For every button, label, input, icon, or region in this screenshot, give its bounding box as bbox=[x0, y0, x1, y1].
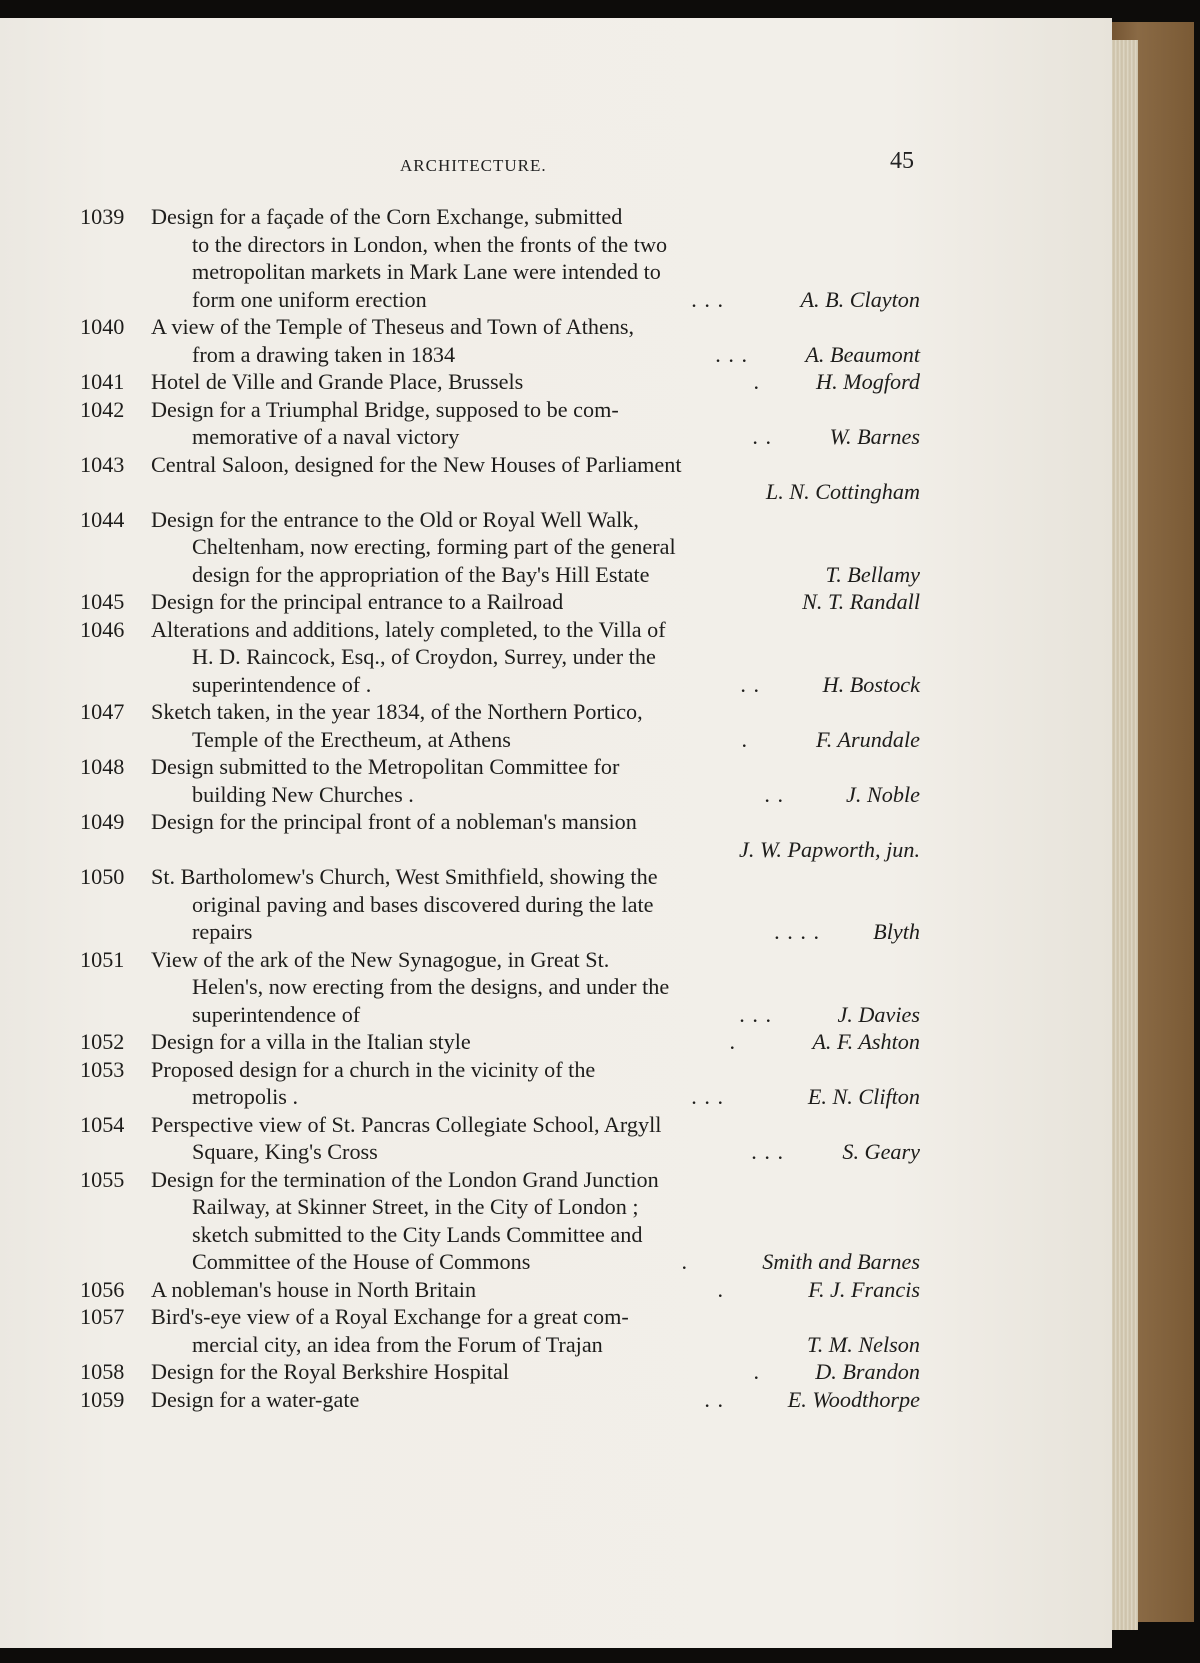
entry-title-text: metropolitan markets in Mark Lane were intended to bbox=[192, 259, 661, 284]
entry-line bbox=[80, 1386, 920, 1414]
entry-title-text: Committee of the House of Commons bbox=[192, 1249, 531, 1274]
dot-leader: . bbox=[753, 1359, 760, 1384]
dot-leader: . bbox=[729, 1029, 736, 1054]
dot-leader: . . bbox=[752, 424, 772, 449]
entry-title-text: Design for a façade of the Corn Exchange, submitted bbox=[151, 204, 623, 229]
dot-leader: . bbox=[681, 1249, 688, 1274]
dot-leader: . . . bbox=[691, 286, 724, 312]
dot-leader: . . . bbox=[691, 1084, 724, 1109]
entry-author: A. Beaumont bbox=[805, 341, 920, 367]
entry-author: W. Barnes bbox=[829, 424, 920, 449]
entry-author: H. Mogford bbox=[816, 369, 920, 394]
entry-line bbox=[80, 1111, 920, 1139]
entry-author: L. N. Cottingham bbox=[765, 479, 920, 504]
entry-author: A. B. Clayton bbox=[800, 286, 920, 312]
entry-line bbox=[80, 396, 920, 424]
catalogue-entry bbox=[80, 1276, 920, 1304]
entry-title-text: Helen's, now erecting from the designs, and under the bbox=[192, 974, 670, 999]
entry-line bbox=[80, 588, 920, 616]
dot-leader: . . . . bbox=[774, 919, 820, 944]
entry-line bbox=[80, 726, 920, 754]
entry-author: F. Arundale bbox=[816, 726, 920, 752]
entry-line bbox=[80, 671, 920, 699]
entry-title-text: Proposed design for a church in the vicinity of the bbox=[151, 1056, 596, 1082]
catalogue-entry bbox=[80, 808, 920, 863]
entry-line bbox=[80, 423, 920, 451]
entry-line bbox=[80, 1276, 920, 1304]
entry-line bbox=[80, 313, 920, 341]
entry-number: 1050 bbox=[80, 864, 125, 889]
entry-author: T. M. Nelson bbox=[807, 1331, 920, 1357]
entry-title-text: memorative of a naval victory bbox=[192, 424, 460, 449]
entry-number: 1042 bbox=[80, 396, 125, 422]
catalogue-entry bbox=[80, 946, 920, 1029]
entry-title-text: View of the ark of the New Synagogue, in Great St. bbox=[151, 946, 610, 972]
entry-line bbox=[80, 808, 920, 836]
entry-number: 1046 bbox=[80, 616, 125, 642]
entry-title-text: Central Saloon, designed for the New Houses of Parliament bbox=[151, 451, 682, 477]
entry-title-text: to the directors in London, when the fronts of the two bbox=[192, 231, 668, 257]
catalogue-entry bbox=[80, 1056, 920, 1111]
entry-author: E. N. Clifton bbox=[807, 1084, 920, 1109]
entry-title-text: Railway, at Skinner Street, in the City of London ; bbox=[192, 1194, 639, 1219]
entry-title-text: building New Churches . bbox=[192, 781, 414, 807]
dot-leader: . . . bbox=[715, 341, 748, 367]
entry-title-text: metropolis . bbox=[192, 1084, 298, 1109]
entry-author: N. T. Randall bbox=[802, 589, 920, 614]
dot-leader: . bbox=[753, 369, 760, 394]
entry-title-text: Alterations and additions, lately completed, to the Villa of bbox=[151, 616, 666, 642]
dot-leader: . . . bbox=[739, 1001, 772, 1027]
entry-title-text: Temple of the Erectheum, at Athens bbox=[192, 726, 511, 752]
entry-title-text: Design for the Royal Berkshire Hospital bbox=[151, 1359, 510, 1384]
entry-line bbox=[80, 1001, 920, 1029]
page-edges bbox=[1108, 40, 1138, 1630]
entry-number: 1049 bbox=[80, 809, 125, 834]
entry-number: 1056 bbox=[80, 1276, 125, 1302]
entry-line bbox=[80, 698, 920, 726]
entry-line bbox=[80, 918, 920, 946]
page-number: 45 bbox=[890, 148, 914, 174]
entry-line bbox=[80, 506, 920, 534]
entry-line bbox=[80, 1083, 920, 1111]
entry-line bbox=[80, 643, 920, 671]
entry-number: 1051 bbox=[80, 946, 125, 972]
entry-line bbox=[80, 1248, 920, 1276]
entry-title-text: form one uniform erection bbox=[192, 286, 427, 312]
entry-title-text: Design for the entrance to the Old or Royal Well Walk, bbox=[151, 506, 639, 532]
entry-line bbox=[80, 1358, 920, 1386]
catalogue-entry bbox=[80, 313, 920, 368]
entry-number: 1058 bbox=[80, 1359, 125, 1384]
entry-author: A. F. Ashton bbox=[812, 1029, 920, 1054]
dot-leader: . . . bbox=[751, 1139, 784, 1164]
entry-line bbox=[80, 478, 920, 506]
entry-title-text: design for the appropriation of the Bay's Hill Estate bbox=[192, 561, 650, 587]
running-head: ARCHITECTURE. bbox=[400, 156, 547, 175]
entry-title-text: repairs bbox=[192, 919, 253, 944]
entry-title-text: Design for the principal front of a nobleman's mansion bbox=[151, 809, 637, 834]
entry-author: J. Noble bbox=[846, 781, 920, 807]
entry-line bbox=[80, 1221, 920, 1249]
entry-line bbox=[80, 973, 920, 1001]
entry-line bbox=[80, 258, 920, 286]
entry-title-text: superintendence of bbox=[192, 1001, 361, 1027]
entry-title-text: Design for a villa in the Italian style bbox=[151, 1029, 471, 1054]
entry-number: 1044 bbox=[80, 506, 125, 532]
entry-author: Smith and Barnes bbox=[762, 1249, 920, 1274]
catalogue-entry bbox=[80, 1386, 920, 1414]
entry-number: 1040 bbox=[80, 314, 125, 339]
catalogue-entry bbox=[80, 1166, 920, 1276]
entry-title-text: A view of the Temple of Theseus and Town of Athens, bbox=[151, 314, 635, 339]
catalogue-entry bbox=[80, 203, 920, 313]
entry-line bbox=[80, 231, 920, 259]
entry-line bbox=[80, 1028, 920, 1056]
entry-title-text: superintendence of . bbox=[192, 671, 372, 697]
entry-author: J. W. Papworth, jun. bbox=[739, 836, 920, 862]
entry-number: 1057 bbox=[80, 1304, 125, 1329]
entry-number: 1043 bbox=[80, 451, 125, 477]
entry-title-text: Design for the termination of the London Grand Junction bbox=[151, 1166, 659, 1192]
entry-line bbox=[80, 286, 920, 314]
entry-title-text: mercial city, an idea from the Forum of Trajan bbox=[192, 1331, 603, 1357]
entry-author: T. Bellamy bbox=[825, 561, 920, 587]
entry-title-text: Sketch taken, in the year 1834, of the Northern Portico, bbox=[151, 699, 643, 724]
entry-number: 1047 bbox=[80, 699, 125, 724]
catalogue-entry bbox=[80, 396, 920, 451]
catalogue-entry bbox=[80, 1358, 920, 1386]
entry-line bbox=[80, 1193, 920, 1221]
dot-leader: . . bbox=[740, 671, 760, 697]
entry-number: 1053 bbox=[80, 1056, 125, 1082]
entry-line bbox=[80, 1166, 920, 1194]
entry-title-text: Perspective view of St. Pancras Collegiate School, Argyll bbox=[151, 1111, 662, 1137]
entry-title-text: sketch submitted to the City Lands Committee and bbox=[192, 1221, 643, 1247]
entry-line bbox=[80, 203, 920, 231]
book-page bbox=[0, 18, 1112, 1648]
entry-title-text: Design submitted to the Metropolitan Committee for bbox=[151, 754, 620, 779]
entry-line bbox=[80, 1331, 920, 1359]
catalogue-entry bbox=[80, 1303, 920, 1358]
entry-title-text: Hotel de Ville and Grande Place, Brussels bbox=[151, 369, 524, 394]
catalogue-entry bbox=[80, 588, 920, 616]
catalogue-entries bbox=[80, 203, 920, 1413]
entry-line bbox=[80, 836, 920, 864]
entry-line bbox=[80, 451, 920, 479]
dot-leader: . bbox=[717, 1276, 724, 1302]
entry-line bbox=[80, 533, 920, 561]
entry-number: 1052 bbox=[80, 1029, 125, 1054]
entry-author: E. Woodthorpe bbox=[787, 1386, 920, 1412]
entry-title-text: A nobleman's house in North Britain bbox=[151, 1276, 477, 1302]
entry-author: H. Bostock bbox=[822, 671, 920, 697]
entry-title-text: Design for a Triumphal Bridge, supposed to be com- bbox=[151, 396, 619, 422]
entry-title-text: Bird's-eye view of a Royal Exchange for a great com- bbox=[151, 1304, 629, 1329]
entry-title-text: H. D. Raincock, Esq., of Croydon, Surrey, under the bbox=[192, 644, 656, 669]
entry-number: 1055 bbox=[80, 1166, 125, 1192]
catalogue-entry bbox=[80, 1111, 920, 1166]
entry-line bbox=[80, 368, 920, 396]
catalogue-entry bbox=[80, 368, 920, 396]
entry-number: 1041 bbox=[80, 369, 125, 394]
entry-title-text: Cheltenham, now erecting, forming part of the general bbox=[192, 534, 676, 559]
entry-line bbox=[80, 781, 920, 809]
entry-author: S. Geary bbox=[842, 1139, 920, 1164]
entry-title-text: Square, King's Cross bbox=[192, 1139, 378, 1164]
entry-author: D. Brandon bbox=[815, 1359, 920, 1384]
entry-author: F. J. Francis bbox=[808, 1276, 920, 1302]
entry-line bbox=[80, 891, 920, 919]
entry-author: J. Davies bbox=[837, 1001, 920, 1027]
entry-line bbox=[80, 946, 920, 974]
entry-title-text: Design for a water-gate bbox=[151, 1386, 360, 1412]
entry-line bbox=[80, 1303, 920, 1331]
catalogue-entry bbox=[80, 863, 920, 946]
catalogue-entry bbox=[80, 753, 920, 808]
entry-title-text: original paving and bases discovered during the late bbox=[192, 891, 654, 917]
catalogue-entry bbox=[80, 698, 920, 753]
dot-leader: . bbox=[741, 726, 748, 752]
dot-leader: . . bbox=[704, 1386, 724, 1412]
entry-line bbox=[80, 1056, 920, 1084]
dot-leader: . . bbox=[764, 781, 784, 807]
entry-line bbox=[80, 863, 920, 891]
entry-title-text: from a drawing taken in 1834 bbox=[192, 341, 456, 367]
catalogue-entry bbox=[80, 506, 920, 589]
entry-number: 1039 bbox=[80, 204, 125, 229]
entry-number: 1059 bbox=[80, 1386, 125, 1412]
entry-title-text: Design for the principal entrance to a Railroad bbox=[151, 589, 564, 614]
entry-line bbox=[80, 341, 920, 369]
entry-line bbox=[80, 616, 920, 644]
catalogue-entry bbox=[80, 451, 920, 506]
entry-title-text: St. Bartholomew's Church, West Smithfield, showing the bbox=[151, 864, 658, 889]
entry-number: 1054 bbox=[80, 1111, 125, 1137]
entry-line bbox=[80, 1138, 920, 1166]
catalogue-entry bbox=[80, 1028, 920, 1056]
catalogue-entry bbox=[80, 616, 920, 699]
entry-number: 1045 bbox=[80, 589, 125, 614]
entry-line bbox=[80, 561, 920, 589]
entry-line bbox=[80, 753, 920, 781]
entry-author: Blyth bbox=[873, 919, 920, 944]
entry-number: 1048 bbox=[80, 754, 125, 779]
